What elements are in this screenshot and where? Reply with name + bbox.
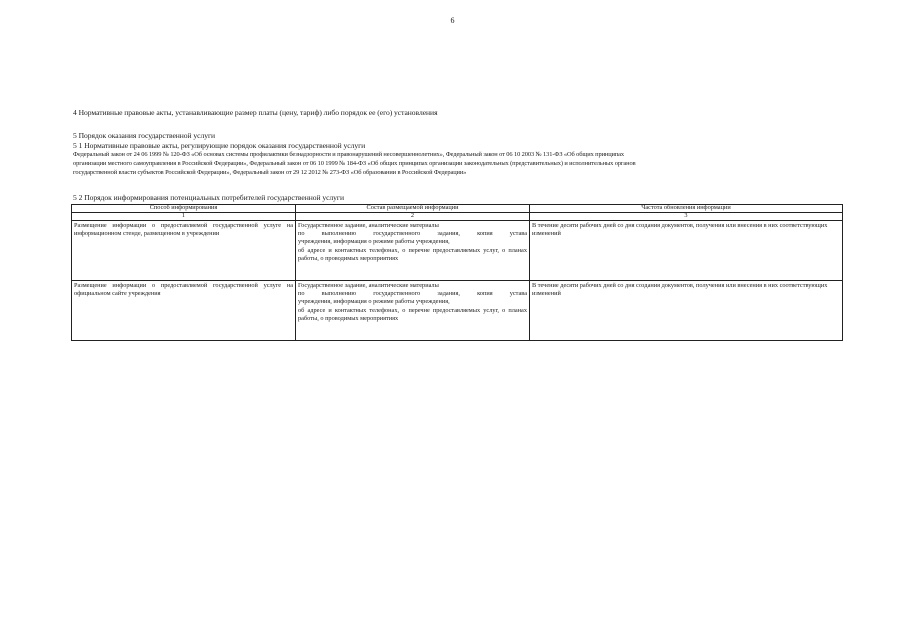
- section-5-title: 5 Порядок оказания государственной услуги: [73, 131, 216, 140]
- column-number-2: 2: [296, 213, 530, 221]
- row-2-content-line-2: по выполнению государственного задания, копия устава: [298, 290, 527, 298]
- law-line-3: государственной власти субъектов Российской Федерации», Федеральный закон от 29 12 2012 № 273-ФЗ «Об образовании в Российской Федерации»: [73, 169, 467, 176]
- column-number-1: 1: [72, 213, 296, 221]
- row-2-content-line-1: Государственное задание, аналитические материалы: [298, 282, 439, 289]
- column-number-3: 3: [530, 213, 843, 221]
- row-1-content-line-3: учреждения, информация о режиме работы учреждения,: [298, 238, 450, 246]
- table-row: [72, 281, 843, 341]
- row-1-frequency: В течение десяти рабочих дней со дня создания документов, получения или внесения в них соответствующих изменений: [530, 221, 843, 281]
- page-number: 6: [450, 16, 455, 25]
- table-row: [72, 221, 843, 281]
- row-1-content-line-4: об адресе и контактных телефонах, о перечне предоставляемых услуг, о планах работы, о проводимых мероприятиях: [298, 246, 527, 262]
- section-5-1-title: 5 1 Нормативные правовые акты, регулирующие порядок оказания государственной услуги: [73, 141, 366, 150]
- row-2-method: Размещение информации о предоставляемой государственной услуге на официальном сайте учреждения: [72, 281, 296, 341]
- row-1-content-line-1: Государственное задание, аналитические материалы: [298, 222, 439, 229]
- law-line-2: организации местного самоуправления в Российской Федерации», Федеральный закон от 06 10 1999 № 184-ФЗ «Об общих принципах организации законодательных (представительных) и исполнительных органов: [73, 160, 636, 167]
- header-method: Способ информирования: [72, 205, 296, 213]
- row-2-frequency: В течение десяти рабочих дней со дня создания документов, получения или внесения в них соответствующих изменений: [530, 281, 843, 341]
- row-1-content-line-2: по выполнению государственного задания, копия устава: [298, 230, 527, 238]
- table-number-row: [72, 213, 843, 221]
- section-4-title: 4 Нормативные правовые акты, устанавливающие размер платы (цену, тариф) либо порядок ее (его) установления: [73, 108, 438, 117]
- row-2-content-line-3: учреждения, информация о режиме работы учреждения,: [298, 298, 450, 306]
- header-content: Состав размещаемой информации: [296, 205, 530, 213]
- law-line-1: Федеральный закон от 24 06 1999 № 120-ФЗ «Об основах системы профилактики безнадзорности и правонарушений несовершеннолетних», Федеральный закон от 06 10 2003 № 131-ФЗ «Об общих принципах: [73, 151, 625, 158]
- information-table: [71, 204, 843, 341]
- table-header-row: [72, 205, 843, 213]
- row-1-method: Размещение информации о предоставляемой государственной услуге на информационном стенде, размещенном в учреждении: [72, 221, 296, 281]
- row-2-content-line-4: об адресе и контактных телефонах, о перечне предоставляемых услуг, о планах работы, о проводимых мероприятиях: [298, 306, 527, 322]
- row-2-content: [296, 281, 530, 341]
- row-1-content: [296, 221, 530, 281]
- header-frequency: Частота обновления информации: [530, 205, 843, 213]
- section-5-2-title: 5 2 Порядок информирования потенциальных потребителей государственной услуги: [73, 193, 344, 202]
